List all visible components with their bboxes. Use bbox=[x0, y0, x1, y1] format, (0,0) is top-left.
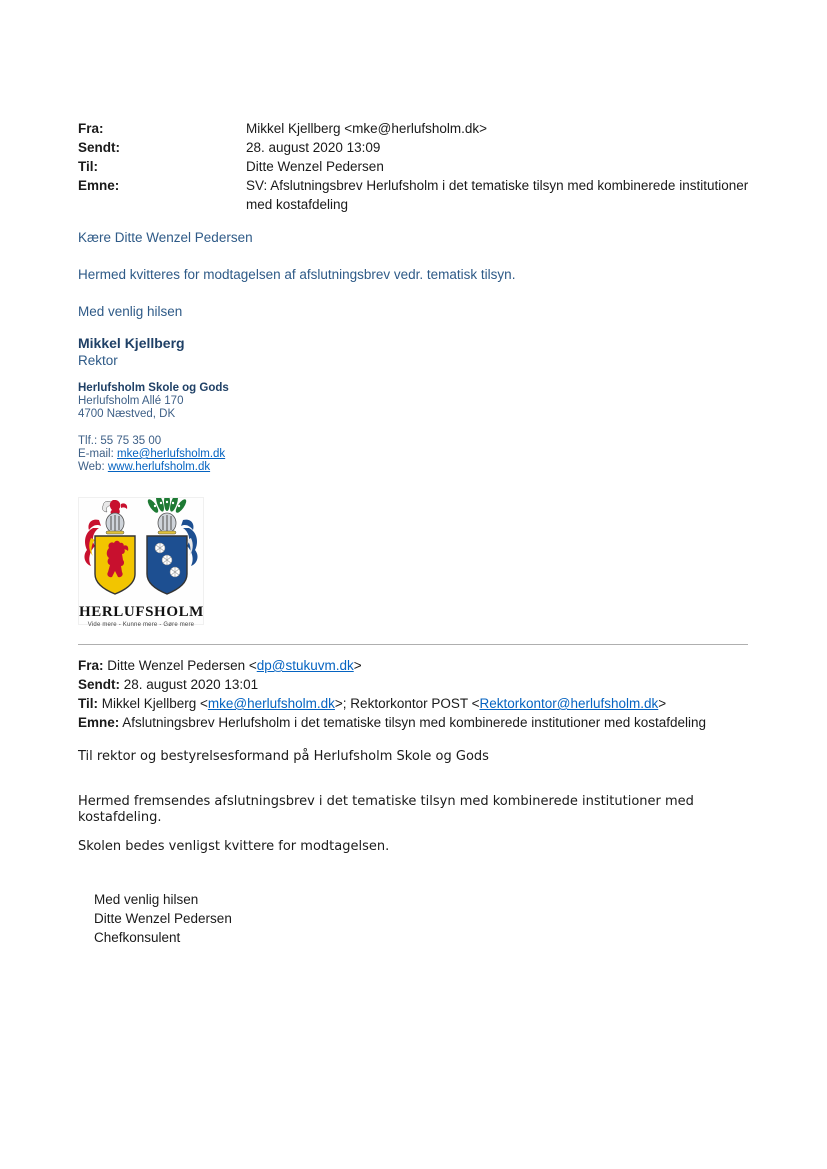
logo-motto: Vide mere - Kunne mere - Gøre mere bbox=[87, 622, 195, 628]
header-row-sent bbox=[78, 138, 750, 157]
orig-to-email-link1[interactable]: mke@herlufsholm.dk bbox=[207, 696, 335, 711]
original-body-paragraph1: Hermed fremsendes afslutningsbrev i det tematiske tilsyn med kombinerede institutioner med kostafdeling. bbox=[78, 794, 694, 825]
signature-email-link[interactable]: mke@herlufsholm.dk bbox=[116, 448, 226, 460]
from-label: Fra: bbox=[78, 121, 104, 136]
original-body-paragraph2: Skolen bedes venligst kvittere for modtagelsen. bbox=[78, 839, 390, 854]
web-label: Web: bbox=[78, 461, 108, 473]
header-row-to bbox=[78, 157, 750, 176]
orig-subject-value: Afslutningsbrev Herlufsholm i det tematiske tilsyn med kombinerede institutioner med kostafdeling bbox=[119, 715, 707, 730]
orig-header-from bbox=[78, 656, 750, 675]
header-row-from bbox=[78, 119, 750, 138]
sender-name: Mikkel Kjellberg bbox=[78, 335, 185, 351]
original-salutation: Til rektor og bestyrelsesformand på Herlufsholm Skole og Gods bbox=[78, 749, 489, 764]
subject-value: SV: Afslutningsbrev Herlufsholm i det tematiske tilsyn med kombinerede institutioner med kostafdeling bbox=[246, 178, 749, 212]
to-value: Ditte Wenzel Pedersen bbox=[246, 159, 384, 174]
reply-email-header bbox=[78, 119, 750, 214]
orig-from-email-link[interactable]: dp@stukuvm.dk bbox=[256, 658, 354, 673]
orig-closing-line1: Med venlig hilsen bbox=[94, 892, 199, 907]
sent-label: Sendt: bbox=[78, 140, 120, 155]
orig-subject-label: Emne: bbox=[78, 715, 120, 730]
reply-greeting: Kære Ditte Wenzel Pedersen bbox=[78, 230, 253, 245]
sender-title: Rektor bbox=[78, 353, 118, 368]
orig-sent-label: Sendt: bbox=[78, 677, 120, 692]
reply-closing: Med venlig hilsen bbox=[78, 304, 183, 319]
signature-address-line1: Herlufsholm Allé 170 bbox=[78, 394, 184, 407]
herlufsholm-crest-icon bbox=[79, 498, 203, 598]
orig-to-mid: >; Rektorkontor POST < bbox=[334, 696, 480, 711]
email-label: E-mail: bbox=[78, 448, 117, 460]
orig-to-label: Til: bbox=[78, 696, 98, 711]
herlufsholm-logo-image bbox=[78, 497, 204, 628]
orig-from-name: Ditte Wenzel Pedersen < bbox=[103, 658, 257, 673]
orig-closing-line2: Ditte Wenzel Pedersen bbox=[94, 911, 232, 926]
orig-header-sent bbox=[78, 675, 750, 694]
signature-web-line bbox=[78, 461, 225, 474]
reply-sender-block bbox=[78, 335, 185, 369]
orig-from-close: > bbox=[353, 658, 362, 673]
subject-label: Emne: bbox=[78, 178, 120, 193]
signature-contact-block bbox=[78, 435, 225, 474]
original-email-header bbox=[78, 656, 750, 732]
header-row-subject bbox=[78, 176, 750, 214]
phone-label: Tlf.: bbox=[78, 435, 101, 447]
signature-org-block bbox=[78, 382, 229, 420]
orig-to-email-link2[interactable]: Rektorkontor@herlufsholm.dk bbox=[479, 696, 659, 711]
orig-to-name1: Mikkel Kjellberg < bbox=[98, 696, 208, 711]
thread-divider bbox=[78, 644, 748, 645]
signature-phone-line bbox=[78, 435, 225, 448]
orig-from-label: Fra: bbox=[78, 658, 104, 673]
orig-header-to bbox=[78, 694, 750, 713]
from-value: Mikkel Kjellberg <mke@herlufsholm.dk> bbox=[246, 121, 488, 136]
signature-address-line2: 4700 Næstved, DK bbox=[78, 407, 176, 420]
signature-web-link[interactable]: www.herlufsholm.dk bbox=[107, 461, 211, 473]
orig-closing-line3: Chefkonsulent bbox=[94, 930, 181, 945]
to-label: Til: bbox=[78, 159, 98, 174]
phone-number: 55 75 35 00 bbox=[100, 435, 162, 447]
reply-body-text: Hermed kvitteres for modtagelsen af afslutningsbrev vedr. tematisk tilsyn. bbox=[78, 267, 516, 282]
orig-to-close: > bbox=[658, 696, 667, 711]
orig-header-subject bbox=[78, 713, 750, 732]
signature-org-name: Herlufsholm Skole og Gods bbox=[78, 382, 229, 394]
original-closing-block bbox=[94, 890, 232, 947]
signature-email-line bbox=[78, 448, 225, 461]
sent-value: 28. august 2020 13:09 bbox=[246, 140, 381, 155]
logo-school-name: HERLUFSHOLM bbox=[79, 604, 204, 620]
orig-sent-value: 28. august 2020 13:01 bbox=[120, 677, 259, 692]
